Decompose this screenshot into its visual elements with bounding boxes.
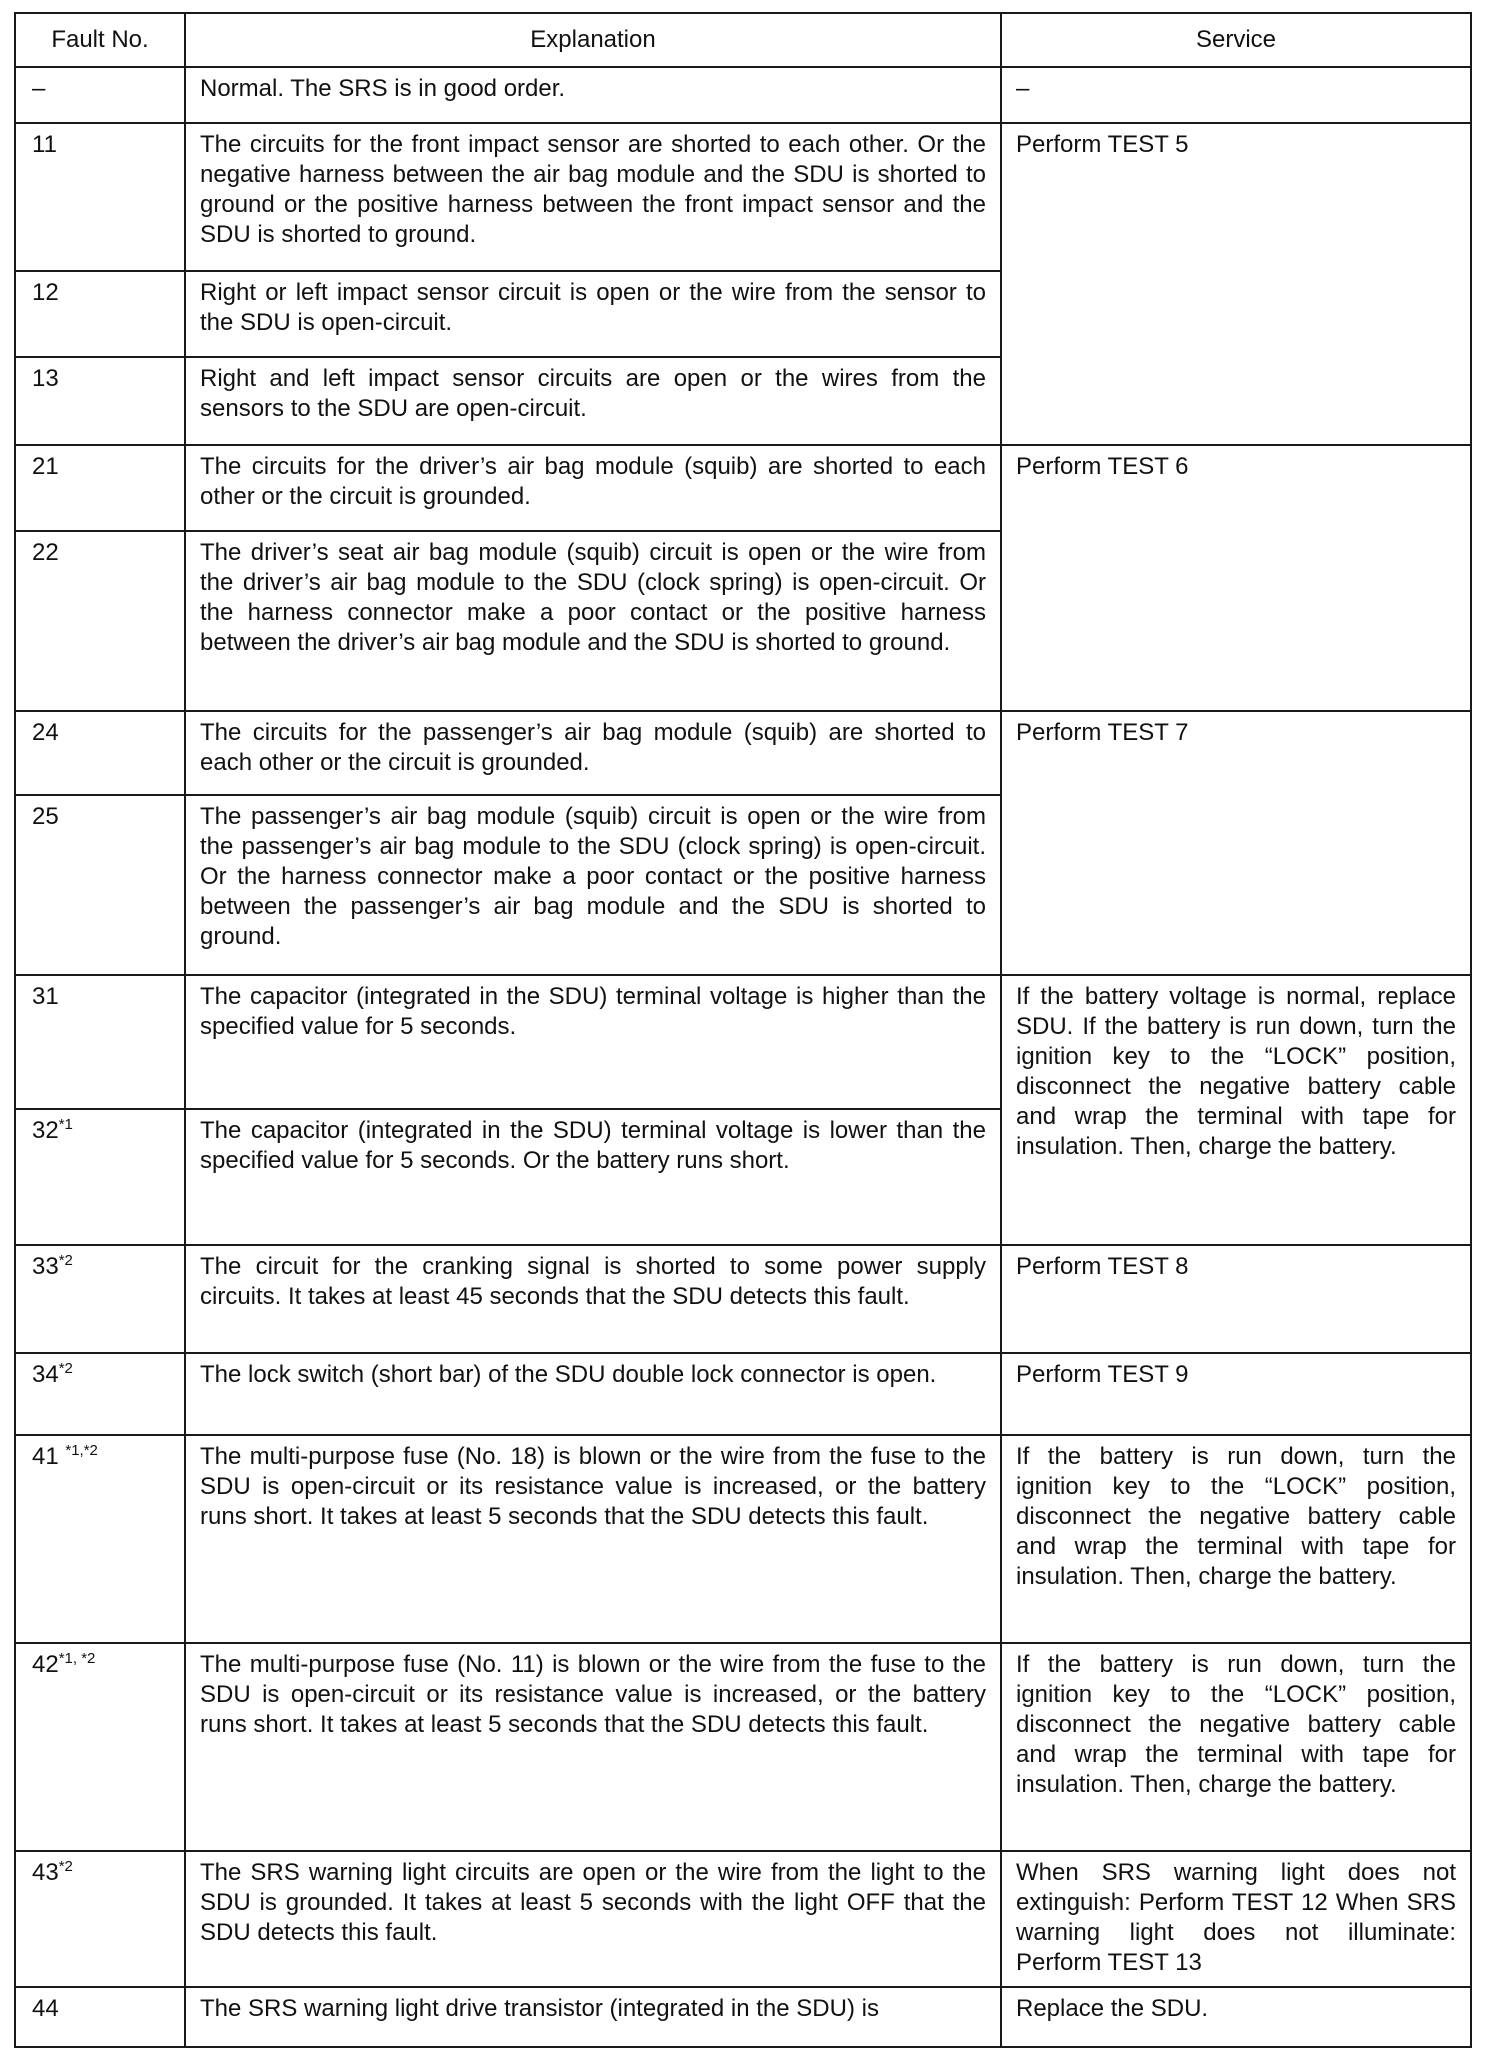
fault-number-cell: 13 xyxy=(15,357,185,445)
service-cell: When SRS warning light does not extinguish: Perform TEST 12 When SRS warning light does not illuminate: Perform TEST 13 xyxy=(1001,1851,1471,1987)
fault-number-cell: $42^{*1, *2}$ xyxy=(15,1643,185,1851)
service-cell: Perform TEST 8 xyxy=(1001,1245,1471,1353)
fault-number-cell: 31 xyxy=(15,975,185,1109)
fault-code-table-page xyxy=(14,12,1470,2048)
header-explanation: Explanation xyxy=(185,13,1001,67)
fault-number-cell: 41 $^{*1,*2}$ xyxy=(15,1435,185,1643)
explanation-cell: The SRS warning light drive transistor (integrated in the SDU) is xyxy=(185,1987,1001,2047)
table-row xyxy=(15,711,1471,795)
table-header-row xyxy=(15,13,1471,67)
explanation-cell: The circuits for the driver’s air bag module (squib) are shorted to each other or the circuit is grounded. xyxy=(185,445,1001,531)
service-cell: Perform TEST 5 xyxy=(1001,123,1471,445)
explanation-cell: The driver’s seat air bag module (squib) circuit is open or the wire from the driver’s air bag module to the SDU (clock spring) is open-circuit. Or the harness connector make a poor contact or the positive harness between the driver’s air bag module and the SDU is shorted to ground. xyxy=(185,531,1001,711)
table-row xyxy=(15,1851,1471,1987)
header-service: Service xyxy=(1001,13,1471,67)
table-row xyxy=(15,445,1471,531)
explanation-cell: The lock switch (short bar) of the SDU double lock connector is open. xyxy=(185,1353,1001,1435)
fault-number-cell: 32$^{*1}$ xyxy=(15,1109,185,1245)
table-row xyxy=(15,1987,1471,2047)
fault-number-cell: 12 xyxy=(15,271,185,357)
service-cell: If the battery is run down, turn the ignition key to the “LOCK” position, disconnect the negative battery cable and wrap the terminal with tape for insulation. Then, charge the battery. xyxy=(1001,1435,1471,1643)
fault-number-cell: 24 xyxy=(15,711,185,795)
table-row xyxy=(15,975,1471,1109)
fault-number-cell: 44 xyxy=(15,1987,185,2047)
explanation-cell: The circuit for the cranking signal is shorted to some power supply circuits. It takes at least 45 seconds that the SDU detects this fault. xyxy=(185,1245,1001,1353)
explanation-cell: Normal. The SRS is in good order. xyxy=(185,67,1001,123)
explanation-cell: The circuits for the passenger’s air bag module (squib) are shorted to each other or the circuit is grounded. xyxy=(185,711,1001,795)
explanation-cell: The capacitor (integrated in the SDU) terminal voltage is lower than the specified value for 5 seconds. Or the battery runs short. xyxy=(185,1109,1001,1245)
fault-number-cell: 21 xyxy=(15,445,185,531)
explanation-cell: The circuits for the front impact sensor are shorted to each other. Or the negative harness between the air bag module and the SDU is shorted to ground or the positive harness between the front impact sensor and the SDU is shorted to ground. xyxy=(185,123,1001,271)
service-cell: If the battery voltage is normal, replace SDU. If the battery is run down, turn the ignition key to the “LOCK” position, disconnect the negative battery cable and wrap the terminal with tape for insulation. Then, charge the battery. xyxy=(1001,975,1471,1245)
table-row xyxy=(15,1245,1471,1353)
fault-number-cell: 34$^{*2}$ xyxy=(15,1353,185,1435)
fault-number-cell: 11 xyxy=(15,123,185,271)
fault-code-table xyxy=(14,12,1472,2048)
fault-number-cell: 33$^{*2}$ xyxy=(15,1245,185,1353)
table-row xyxy=(15,123,1471,271)
explanation-cell: Right and left impact sensor circuits are open or the wires from the sensors to the SDU are open-circuit. xyxy=(185,357,1001,445)
fault-number-cell: – xyxy=(15,67,185,123)
table-row xyxy=(15,1353,1471,1435)
service-cell: – xyxy=(1001,67,1471,123)
service-cell: Perform TEST 9 xyxy=(1001,1353,1471,1435)
explanation-cell: The passenger’s air bag module (squib) circuit is open or the wire from the passenger’s air bag module to the SDU (clock spring) is open-circuit. Or the harness connector make a poor contact or the positive harness between the passenger’s air bag module and the SDU is shorted to ground. xyxy=(185,795,1001,975)
service-cell: Replace the SDU. xyxy=(1001,1987,1471,2047)
explanation-cell: The multi-purpose fuse (No. 18) is blown or the wire from the fuse to the SDU is open-circuit or its resistance value is increased, or the battery runs short. It takes at least 5 seconds that the SDU detects this fault. xyxy=(185,1435,1001,1643)
table-row xyxy=(15,67,1471,123)
fault-number-cell: 43$^{*2}$ xyxy=(15,1851,185,1987)
table-row xyxy=(15,1643,1471,1851)
explanation-cell: Right or left impact sensor circuit is open or the wire from the sensor to the SDU is open-circuit. xyxy=(185,271,1001,357)
table-row xyxy=(15,1435,1471,1643)
service-cell: Perform TEST 6 xyxy=(1001,445,1471,711)
fault-number-cell: 25 xyxy=(15,795,185,975)
service-cell: Perform TEST 7 xyxy=(1001,711,1471,975)
header-fault-no: Fault No. xyxy=(15,13,185,67)
explanation-cell: The multi-purpose fuse (No. 11) is blown or the wire from the fuse to the SDU is open-circuit or its resistance value is increased, or the battery runs short. It takes at least 5 seconds that the SDU detects this fault. xyxy=(185,1643,1001,1851)
explanation-cell: The capacitor (integrated in the SDU) terminal voltage is higher than the specified value for 5 seconds. xyxy=(185,975,1001,1109)
explanation-cell: The SRS warning light circuits are open or the wire from the light to the SDU is grounded. It takes at least 5 seconds with the light OFF that the SDU detects this fault. xyxy=(185,1851,1001,1987)
fault-number-cell: 22 xyxy=(15,531,185,711)
service-cell: If the battery is run down, turn the ignition key to the “LOCK” position, disconnect the negative battery cable and wrap the terminal with tape for insulation. Then, charge the battery. xyxy=(1001,1643,1471,1851)
